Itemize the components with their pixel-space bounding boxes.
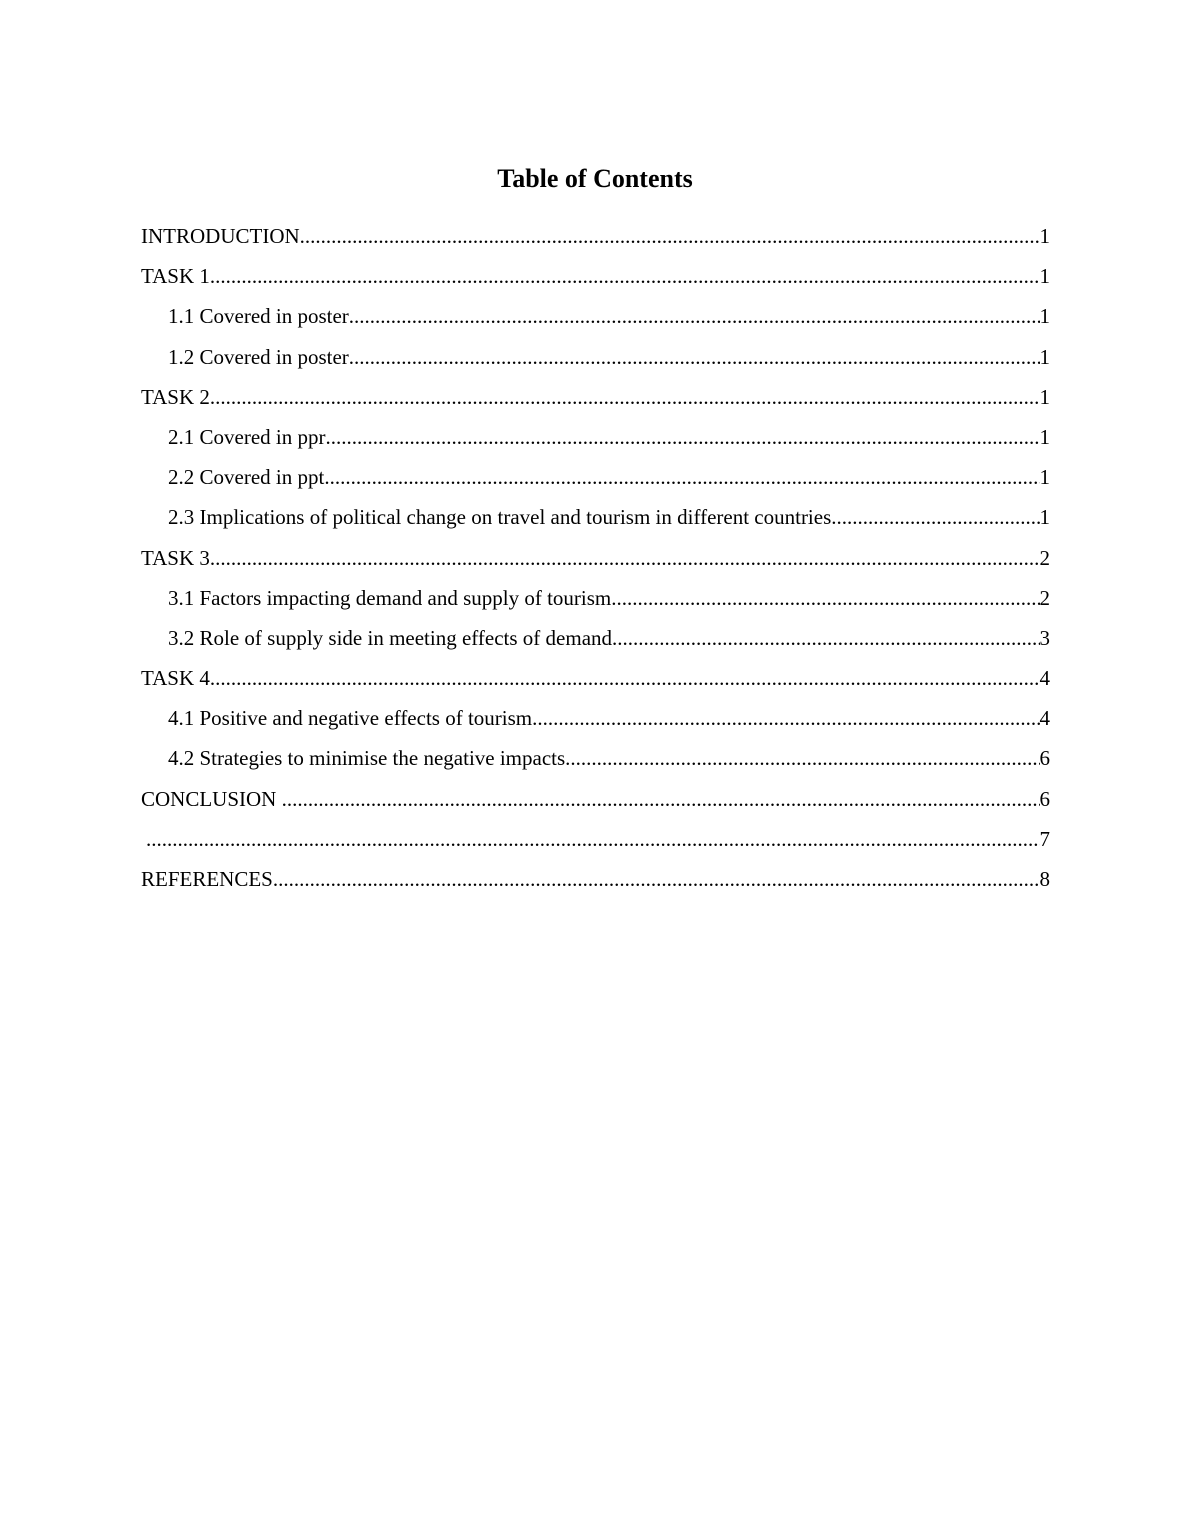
- toc-entry-label: TASK 1: [141, 264, 210, 289]
- toc-dot-leader: [146, 819, 1040, 859]
- toc-entry-page: 1: [1039, 384, 1050, 409]
- toc-dot-leader: [349, 337, 1040, 377]
- toc-entry-label: 2.2 Covered in ppt: [168, 465, 325, 490]
- toc-dot-leader: [282, 779, 1040, 819]
- toc-entry-2-1[interactable]: [141, 417, 1050, 457]
- toc-entry-label: REFERENCES: [141, 867, 273, 891]
- toc-dot-leader: [565, 738, 1039, 778]
- toc-entry-task-2[interactable]: [141, 377, 1050, 417]
- toc-entry-label: 2.3 Implications of political change on travel and tourism in different countries: [168, 505, 832, 530]
- toc-dot-leader: [611, 578, 1039, 618]
- toc-entry-2-2[interactable]: [141, 457, 1050, 497]
- toc-entry-4-2[interactable]: [141, 738, 1050, 778]
- toc-entry-label: TASK 4: [141, 666, 210, 691]
- toc-entry-3-2[interactable]: [141, 618, 1050, 658]
- toc-entry-page: 1: [1039, 505, 1050, 530]
- toc-dot-leader: [324, 457, 1039, 497]
- toc-entry-page: 4: [1039, 666, 1050, 691]
- toc-dot-leader: [612, 618, 1039, 658]
- toc-entry-label: INTRODUCTION: [141, 224, 300, 248]
- toc-entry-page: 1: [1039, 344, 1050, 369]
- toc-entry-label: 4.1 Positive and negative effects of tourism: [168, 706, 533, 731]
- toc-entry-page: 2: [1039, 585, 1050, 610]
- toc-entry-label: 1.1 Covered in poster: [168, 304, 349, 329]
- toc-dot-leader: [210, 377, 1040, 417]
- toc-entry-4-1[interactable]: [141, 698, 1050, 738]
- toc-entry-page: 1: [1039, 424, 1050, 449]
- toc-entry-task-1[interactable]: [141, 256, 1050, 296]
- toc-entry-3-1[interactable]: [141, 578, 1050, 618]
- toc-dot-leader: [300, 216, 1040, 256]
- toc-entry-label: 1.2 Covered in poster: [168, 344, 349, 369]
- toc-entry-page: 8: [1039, 867, 1050, 891]
- toc-dot-leader: [532, 698, 1039, 738]
- toc-entry-page: 3: [1039, 625, 1050, 650]
- toc-entry-task-3[interactable]: [141, 538, 1050, 578]
- toc-list: [141, 216, 1050, 899]
- toc-entry-1-1[interactable]: [141, 296, 1050, 336]
- toc-entry-page: 2: [1039, 545, 1050, 570]
- toc-dot-leader: [210, 538, 1040, 578]
- toc-entry-label: 3.1 Factors impacting demand and supply of tourism: [168, 585, 612, 610]
- toc-entry-references[interactable]: [141, 859, 1050, 899]
- toc-entry-introduction[interactable]: [141, 216, 1050, 256]
- toc-dot-leader: [273, 859, 1040, 899]
- toc-dot-leader: [210, 256, 1040, 296]
- toc-entry-page: 1: [1039, 224, 1050, 248]
- toc-entry-label: TASK 2: [141, 384, 210, 409]
- toc-entry-label: 2.1 Covered in ppr: [168, 424, 326, 449]
- toc-entry-task-4[interactable]: [141, 658, 1050, 698]
- toc-entry-label: 4.2 Strategies to minimise the negative impacts: [168, 746, 566, 771]
- toc-entry-page: 6: [1039, 786, 1050, 811]
- toc-entry-page: 1: [1039, 465, 1050, 490]
- toc-entry-conclusion[interactable]: [141, 779, 1050, 819]
- toc-entry-page: 7: [1039, 826, 1050, 851]
- toc-entry-untitled[interactable]: [141, 819, 1050, 859]
- toc-entry-page: 6: [1039, 746, 1050, 771]
- toc-entry-label: 3.2 Role of supply side in meeting effects of demand: [168, 625, 613, 650]
- toc-entry-label: CONCLUSION: [141, 786, 282, 811]
- toc-title: Table of Contents: [497, 164, 693, 193]
- toc-dot-leader: [325, 417, 1039, 457]
- toc-entry-page: 1: [1039, 304, 1050, 329]
- toc-entry-page: 1: [1039, 264, 1050, 289]
- toc-entry-2-3[interactable]: [141, 497, 1050, 537]
- toc-dot-leader: [831, 497, 1039, 537]
- toc-dot-leader: [349, 296, 1040, 336]
- toc-entry-page: 4: [1039, 706, 1050, 731]
- toc-entry-label: TASK 3: [141, 545, 210, 570]
- toc-entry-1-2[interactable]: [141, 337, 1050, 377]
- toc-dot-leader: [210, 658, 1040, 698]
